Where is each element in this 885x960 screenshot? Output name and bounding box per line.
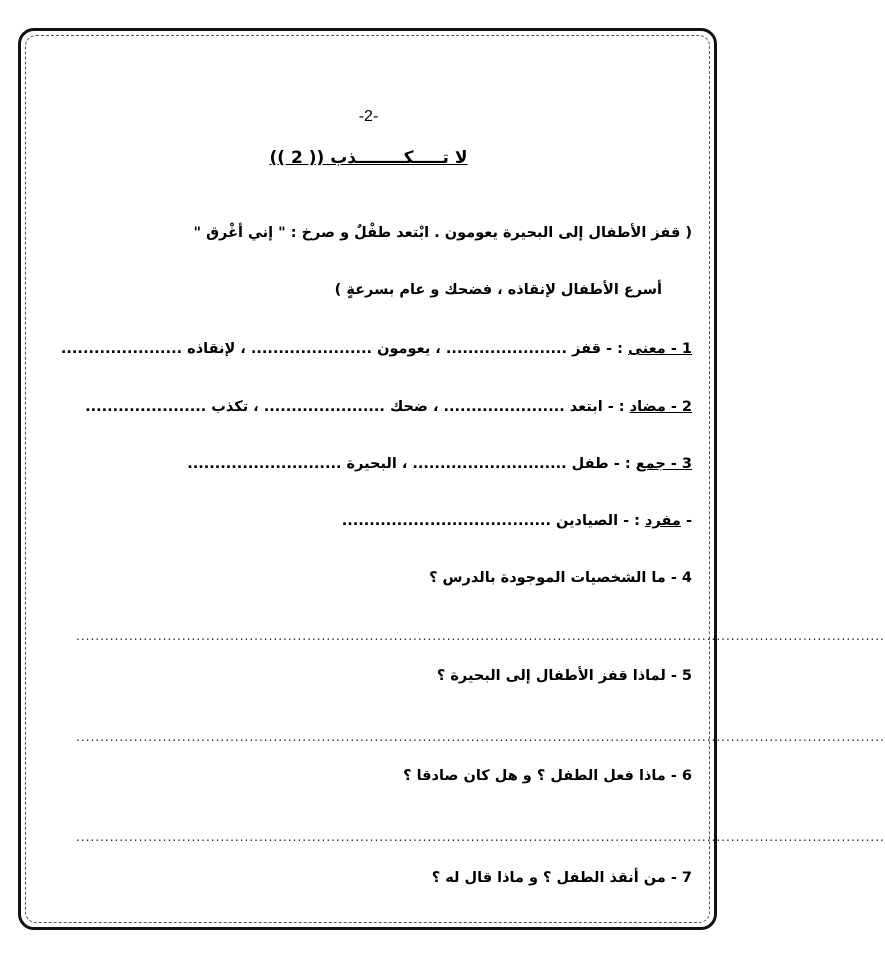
question-singular-text: : - الصيادين ...................................... [341, 513, 640, 529]
lesson-title: (( 2 )) لا تـــــكــــــــذب [269, 148, 468, 168]
page-border-inner [25, 35, 885, 923]
question-6: 6 - ماذا فعل الطفل ؟ و هل كان صادقا ؟ [403, 768, 692, 784]
question-plural-text: : - طفل ............................ ، البحيرة ............................ [187, 456, 631, 472]
question-singular-label: مفرد [645, 513, 681, 529]
answer-line-4: ........................................................................................................................................................................ [76, 629, 885, 643]
question-opposite-text: : - ابتعد ...................... ، ضحك ...................... ، تكذب ...................... [85, 399, 625, 415]
question-singular [60, 509, 692, 533]
question-singular-prefix: - [685, 513, 692, 529]
question-meaning [60, 337, 692, 361]
question-opposite [60, 395, 692, 419]
passage-line-1: ( قفز الأطفال إلى البحيرة يعومون . ابْتعد طفْلٌ و صرخ : " إني أغْرق " [193, 225, 692, 241]
question-7: 7 - من أنقذ الطفل ؟ و ماذا قال له ؟ [431, 870, 692, 886]
question-4: 4 - ما الشخصيات الموجودة بالدرس ؟ [429, 570, 692, 586]
answer-line-6: ........................................................................................................................................................................ [76, 830, 885, 844]
question-meaning-text: : - قفز ...................... ، يعومون ...................... ، لإنقاذه ...................... [60, 341, 623, 357]
passage-line-2: أسرع الأطفال لإنقاذه ، فضحك و عام بسرعةٍ ) [334, 282, 662, 298]
page-number: -2- [358, 108, 379, 125]
question-5: 5 - لماذا قفز الأطفال إلى البحيرة ؟ [436, 668, 692, 684]
answer-line-5: ........................................................................................................................................................................ [76, 730, 885, 744]
question-plural [60, 452, 692, 476]
question-opposite-label: 2 - مضاد [629, 399, 692, 415]
question-plural-label: 3 - جمع [635, 456, 692, 472]
question-meaning-label: 1 - معنى [628, 341, 692, 357]
